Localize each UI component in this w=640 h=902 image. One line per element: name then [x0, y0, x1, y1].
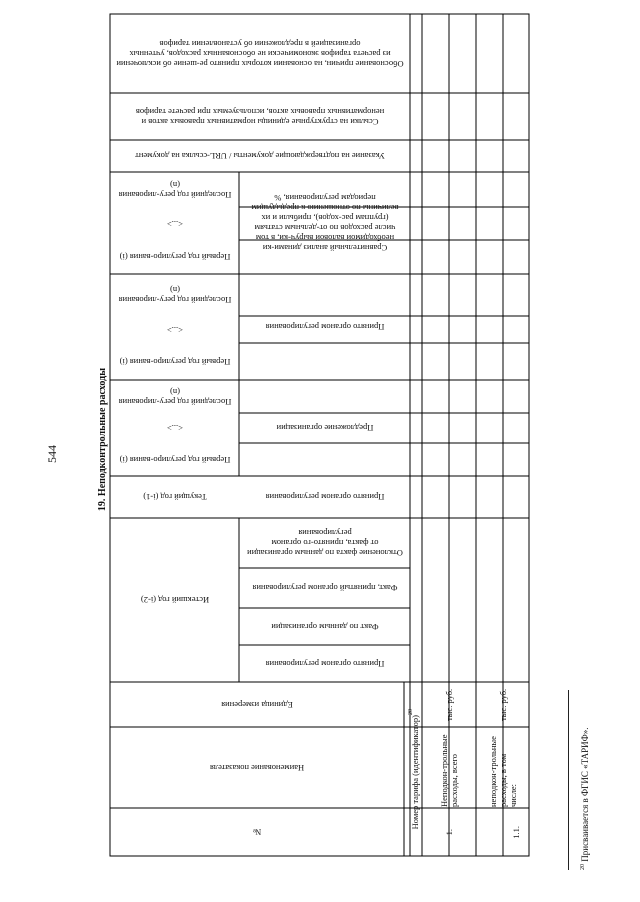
header-indicator: Наименование показателя	[209, 762, 305, 773]
rotated-table	[94, 0, 530, 857]
header-adopted-ellipsis: <...>	[166, 324, 183, 335]
header-comparative-last: Последний год регу-лирования (n)	[118, 179, 231, 200]
header-legal-refs: Ссылки на структурные единицы нормативных правовых актов и ненормативных правовых актов, используемых при расчете тарифов	[135, 106, 385, 127]
header-proposal-last: Последний год регу-лирования (n)	[118, 386, 231, 407]
header-fact-reg: Факт, принятый органом регулирования	[252, 583, 397, 593]
row-2-num: 1.1.	[511, 825, 521, 839]
header-org-proposal: Предложение организации	[276, 423, 373, 433]
section-title: 19. Неподконтрольные расходы	[96, 368, 108, 512]
header-current-year: Текущий год (i-1)	[142, 492, 207, 502]
header-adopted-reg-1: Принято органом регулирования	[265, 322, 384, 332]
header-proposal-ellipsis: <...>	[166, 423, 183, 433]
header-i2-adopted: Принято органом регулирования	[265, 658, 384, 669]
row-1-name: Неподкон-трольные расходы, всего	[439, 734, 459, 807]
footnote-separator	[568, 690, 569, 870]
header-url-ref: Указание на подтверждающие документы / URL-ссылка на документ	[135, 151, 385, 161]
header-deviation: Отклонение факта по данным организации от факта, принято-го органом регулирования	[246, 528, 403, 558]
header-comparative-first: Первый год регулиро-вания (i)	[119, 252, 230, 262]
header-comparative-ellipsis: <...>	[166, 218, 183, 229]
footnote-mark: 20	[580, 864, 586, 870]
header-justification: Обоснование причин, на основании которых принято ре-шение об исключении из расчета тарифов экономически не обоснованных расходов, учтенных организацией в предложении об установлении тарифов	[116, 38, 404, 69]
header-current-reg: Принято органом регулирования	[265, 492, 384, 502]
row-2-unit: тыс. руб.	[497, 688, 508, 721]
header-fact-org: Факт по данным организации	[270, 621, 379, 632]
page-number: 544	[45, 445, 59, 463]
header-comparative: Сравнительный анализ динами-ки необходимой валовой выруч-ки, в том числе расходов по от-дельным статьям (группам рас-ходов), прибыли и их величины по отношению к предыдущим периодам регулирования, %	[251, 193, 398, 253]
row-1-num: 1.	[444, 828, 454, 836]
tariff-number-label: Номер тарифа (идентификатор)$^{20}$	[408, 708, 420, 830]
header-proposal-first: Первый год регулиро-вания (i)	[119, 454, 230, 465]
header-number: №	[252, 827, 262, 837]
row-2-name: неподкон-трольные расходы, в том числе:	[487, 735, 518, 807]
header-adopted-first: Первый год регулиро-вания (i)	[119, 356, 230, 367]
header-adopted-last: Последний год регу-лирования (n)	[118, 285, 231, 305]
header-year-i2: Истекший год (i-2)	[140, 595, 209, 605]
header-unit: Единица измерения	[221, 699, 293, 710]
footnote	[574, 690, 592, 870]
row-1-unit: тыс. руб.	[444, 688, 454, 721]
footnote-text: Присваивается в ФГИС «ТАРИФ».	[580, 727, 590, 862]
